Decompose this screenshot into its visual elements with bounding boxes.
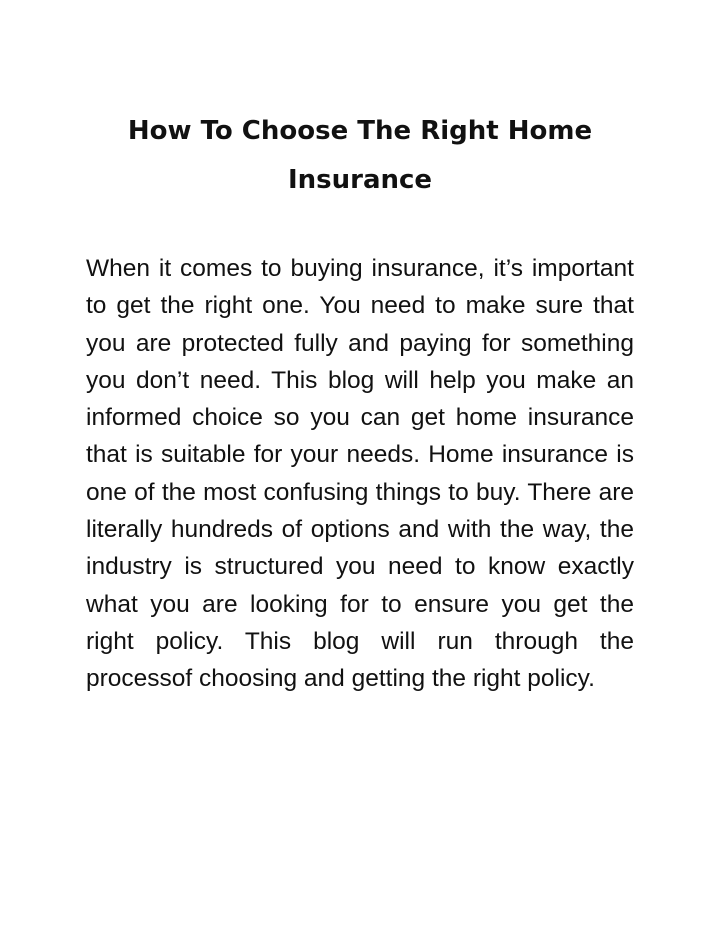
document-body-paragraph: When it comes to buying insurance, it’s important to get the right one. You need to make sure that you are protected fully and paying for something you don’t need. This blog will help you make an informed choice so you can get home insurance that is suitable for your needs. Home insurance is one of the most confusing things to buy. There are literally hundreds of options and with the way, the industry is structured you need to know exactly what you are looking for to ensure you get the right policy. This blog will run through the processof choosing and getting the right policy. [86, 255, 634, 693]
document-title: How To Choose The Right Home Insurance [127, 116, 593, 195]
